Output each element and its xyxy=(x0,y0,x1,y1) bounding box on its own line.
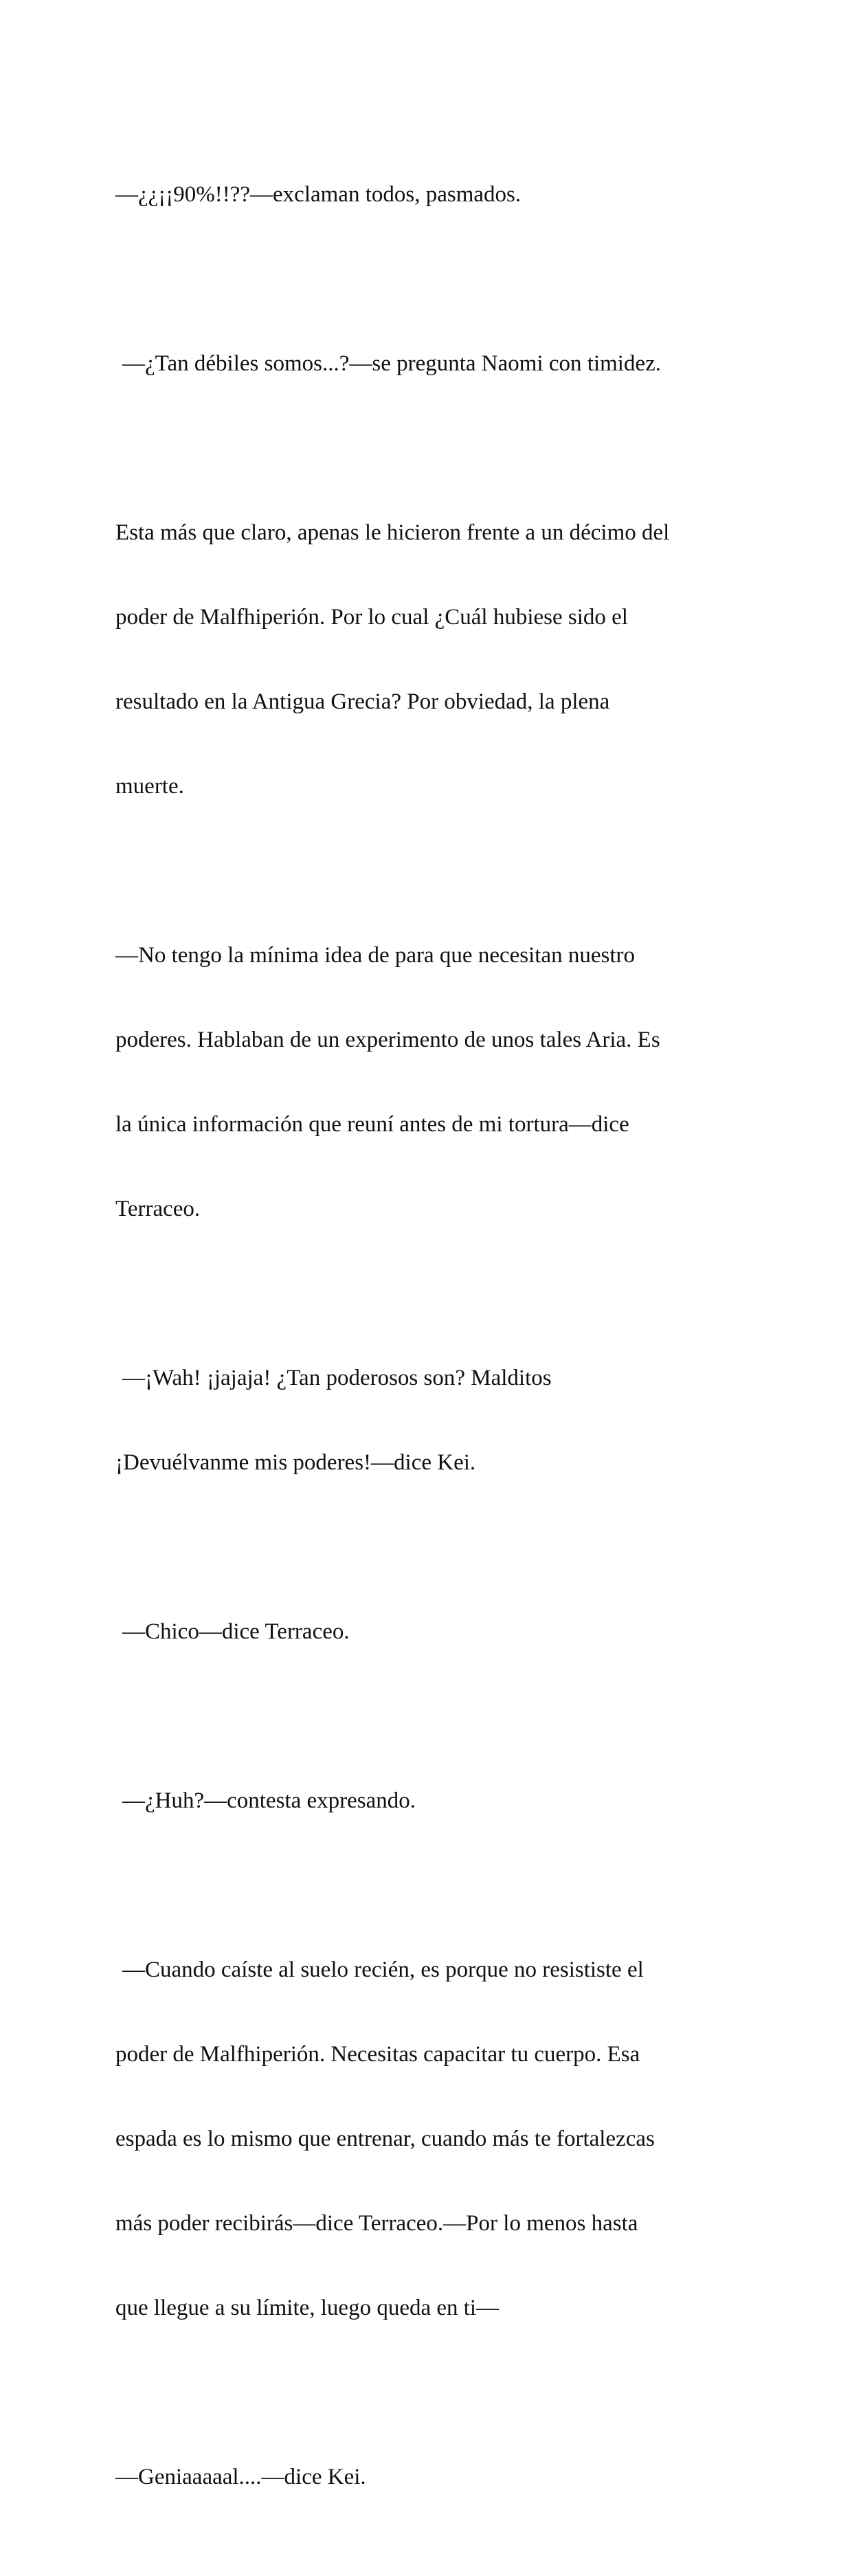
text-line: poder de Malfhiperión. Por lo cual ¿Cuál hubiese sido el xyxy=(115,605,628,630)
document-page xyxy=(115,124,727,2576)
text-line: —¿¿¡¡90%!!??—exclaman todos, pasmados. xyxy=(115,182,522,207)
text-line: —¿Huh?—contesta expresando. xyxy=(122,1788,416,1813)
paragraph-5 xyxy=(115,1308,727,1533)
text-line: muerte. xyxy=(115,774,184,799)
paragraph-7 xyxy=(115,1731,727,1872)
paragraph-4 xyxy=(115,885,727,1280)
text-line: —¿Tan débiles somos...?—se pregunta Naomi con timidez. xyxy=(122,351,661,376)
paragraph-6 xyxy=(115,1562,727,1702)
text-line: —Geniaaaaal....—dice Kei. xyxy=(115,2465,366,2489)
paragraph-3 xyxy=(115,463,727,857)
text-line: poderes. Hablaban de un experimento de unos tales Aria. Es xyxy=(115,1028,660,1052)
text-line: resultado en la Antigua Grecia? Por obviedad, la plena xyxy=(115,689,610,714)
text-line: —Cuando caíste al suelo recién, es porque no resististe el xyxy=(122,1957,644,1982)
text-line: poder de Malfhiperión. Necesitas capacitar tu cuerpo. Esa xyxy=(115,2042,640,2067)
paragraph-9 xyxy=(115,2407,727,2548)
text-line: —¡Wah! ¡jajaja! ¿Tan poderosos son? Malditos xyxy=(122,1366,552,1390)
text-line: —No tengo la mínima idea de para que necesitan nuestro xyxy=(115,943,635,968)
text-line: la única información que reuní antes de mi tortura—dice xyxy=(115,1112,629,1137)
text-line: más poder recibirás—dice Terraceo.—Por lo menos hasta xyxy=(115,2211,638,2236)
text-line: espada es lo mismo que entrenar, cuando más te fortalezcas xyxy=(115,2127,655,2151)
text-line: que llegue a su límite, luego queda en ti— xyxy=(115,2296,500,2320)
paragraph-8 xyxy=(115,1900,727,2379)
text-line: —Chico—dice Terraceo. xyxy=(122,1619,350,1644)
text-line: Esta más que claro, apenas le hicieron frente a un décimo del xyxy=(115,520,670,545)
paragraph-2 xyxy=(115,293,727,434)
paragraph-1 xyxy=(115,124,727,265)
text-line: ¡Devuélvanme mis poderes!—dice Kei. xyxy=(115,1450,476,1475)
text-line: Terraceo. xyxy=(115,1197,201,1221)
